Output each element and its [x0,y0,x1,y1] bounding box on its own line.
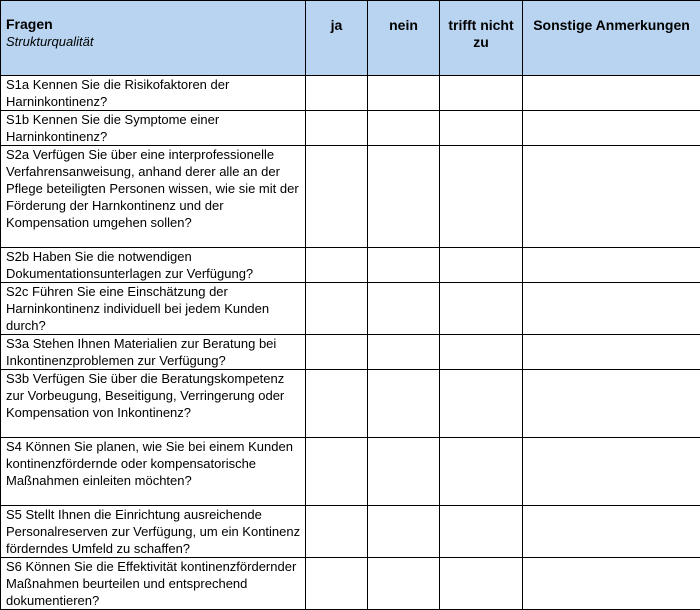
answer-ja-cell[interactable] [306,438,368,506]
answer-trifft-nicht-zu-cell[interactable] [440,146,523,248]
question-text: S2b Haben Sie die notwendigen Dokumentationsunterlagen zur Verfügung? [1,248,306,283]
question-text: S1a Kennen Sie die Risikofaktoren der Harninkontinenz? [1,76,306,111]
answer-trifft-nicht-zu-cell[interactable] [440,335,523,370]
remarks-cell[interactable] [523,335,700,370]
header-subtitle: Strukturqualität [6,33,301,50]
question-text: S3b Verfügen Sie über die Beratungskompetenz zur Vorbeugung, Beseitigung, Verringerung oder Kompensation von Inkontinenz? [1,370,306,438]
answer-trifft-nicht-zu-cell[interactable] [440,283,523,335]
answer-trifft-nicht-zu-cell[interactable] [440,111,523,146]
answer-trifft-nicht-zu-cell[interactable] [440,558,523,610]
header-nein: nein [368,1,440,76]
answer-trifft-nicht-zu-cell[interactable] [440,76,523,111]
remarks-cell[interactable] [523,438,700,506]
header-questions [1,1,306,76]
question-text: S2c Führen Sie eine Einschätzung der Harninkontinenz individuell bei jedem Kunden durch? [1,283,306,335]
question-text: S2a Verfügen Sie über eine interprofessionelle Verfahrensanweisung, anhand derer alle an der Pflege beteiligten Personen wissen, wie sie mit der Förderung der Harnkontinenz und der Kompensation umgehen sollen? [1,146,306,248]
answer-nein-cell[interactable] [368,111,440,146]
answer-trifft-nicht-zu-cell[interactable] [440,248,523,283]
question-row-s1b [1,111,700,146]
remarks-cell[interactable] [523,558,700,610]
question-row-s1a [1,76,700,111]
question-row-s2c [1,283,700,335]
answer-ja-cell[interactable] [306,506,368,558]
remarks-cell[interactable] [523,146,700,248]
question-row-s5 [1,506,700,558]
answer-nein-cell[interactable] [368,506,440,558]
answer-ja-cell[interactable] [306,248,368,283]
question-row-s2b [1,248,700,283]
answer-nein-cell[interactable] [368,558,440,610]
question-row-s3b [1,370,700,438]
remarks-cell[interactable] [523,506,700,558]
remarks-cell[interactable] [523,283,700,335]
answer-nein-cell[interactable] [368,248,440,283]
answer-trifft-nicht-zu-cell[interactable] [440,370,523,438]
question-text: S4 Können Sie planen, wie Sie bei einem Kunden kontinenzfördernde oder kompensatorische Maßnahmen einleiten möchten? [1,438,306,506]
answer-trifft-nicht-zu-cell[interactable] [440,506,523,558]
header-trifft-nicht-zu: trifft nicht zu [440,1,523,76]
answer-nein-cell[interactable] [368,146,440,248]
answer-nein-cell[interactable] [368,370,440,438]
answer-nein-cell[interactable] [368,438,440,506]
remarks-cell[interactable] [523,370,700,438]
question-row-s3a [1,335,700,370]
answer-ja-cell[interactable] [306,370,368,438]
answer-ja-cell[interactable] [306,76,368,111]
remarks-cell[interactable] [523,76,700,111]
answer-nein-cell[interactable] [368,283,440,335]
answer-ja-cell[interactable] [306,558,368,610]
header-ja: ja [306,1,368,76]
question-text: S6 Können Sie die Effektivität kontinenzfördernder Maßnahmen beurteilen und entsprechend dokumentieren? [1,558,306,610]
question-row-s2a [1,146,700,248]
answer-nein-cell[interactable] [368,335,440,370]
question-text: S1b Kennen Sie die Symptome einer Harninkontinenz? [1,111,306,146]
answer-nein-cell[interactable] [368,76,440,111]
answer-ja-cell[interactable] [306,111,368,146]
question-row-s4 [1,438,700,506]
remarks-cell[interactable] [523,248,700,283]
answer-ja-cell[interactable] [306,146,368,248]
remarks-cell[interactable] [523,111,700,146]
header-title: Fragen [6,16,301,33]
answer-trifft-nicht-zu-cell[interactable] [440,438,523,506]
question-text: S5 Stellt Ihnen die Einrichtung ausreichende Personalreserven zur Verfügung, um ein Kontinenz förderndes Umfeld zu schaffen? [1,506,306,558]
question-row-s6 [1,558,700,610]
header-row [1,1,700,76]
question-text: S3a Stehen Ihnen Materialien zur Beratung bei Inkontinenzproblemen zur Verfügung? [1,335,306,370]
answer-ja-cell[interactable] [306,283,368,335]
answer-ja-cell[interactable] [306,335,368,370]
header-sonstige-anmerkungen: Sonstige Anmerkungen [523,1,700,76]
